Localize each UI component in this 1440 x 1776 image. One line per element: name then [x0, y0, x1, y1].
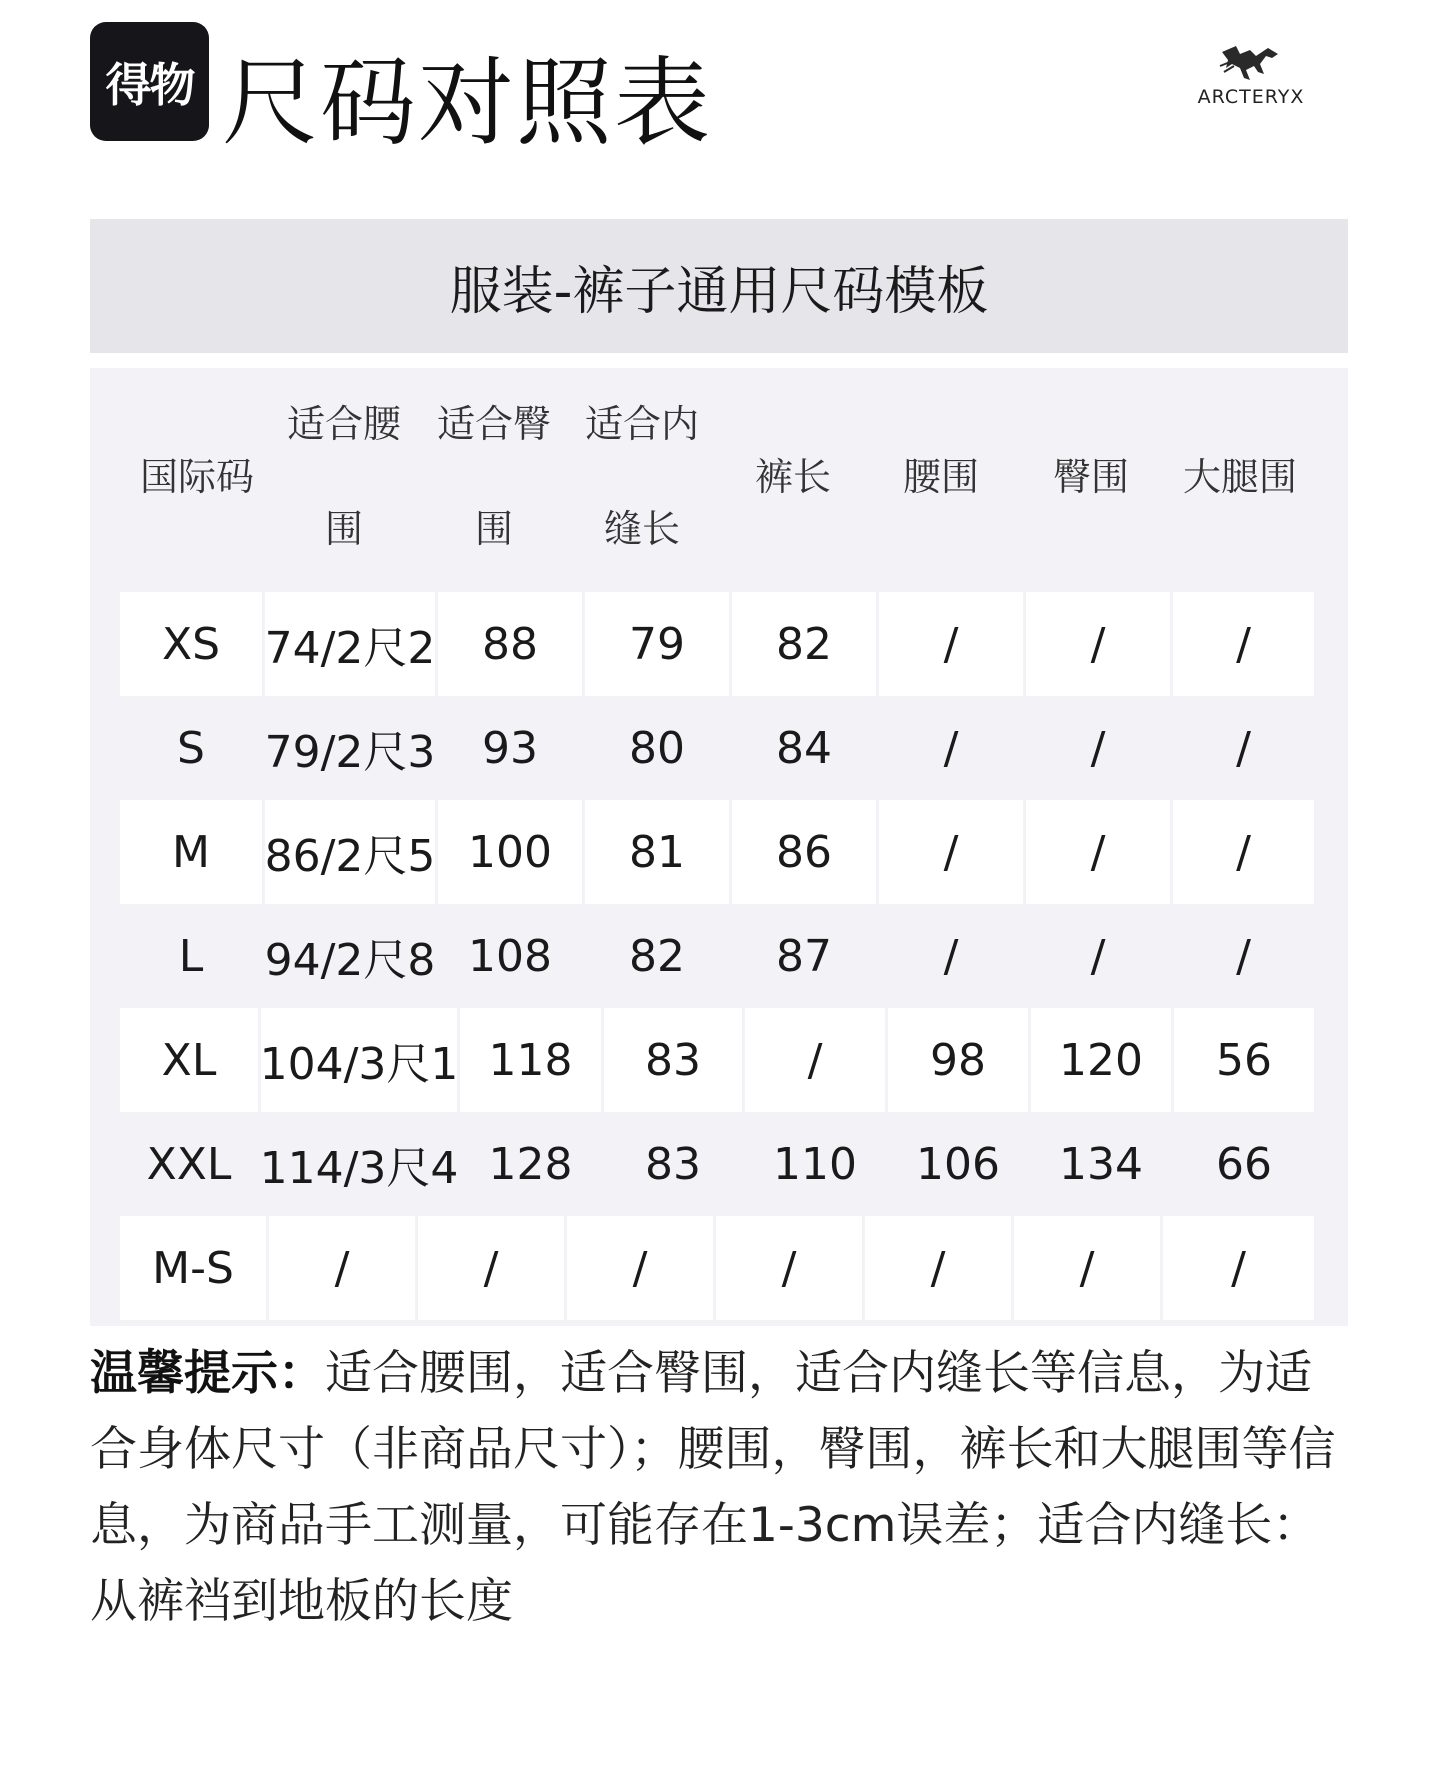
dewu-logo: [90, 22, 209, 141]
table-cell: /: [1173, 904, 1314, 1008]
table-cell: /: [1173, 800, 1314, 904]
table-cell: 82: [585, 904, 729, 1008]
table-row: [120, 1008, 1314, 1112]
table-cell: 88: [438, 592, 582, 696]
header-intl-size: [120, 451, 274, 503]
table-cell: 86: [732, 800, 876, 904]
table-cell: 128: [460, 1112, 601, 1216]
table-cell: /: [879, 696, 1023, 800]
header-label: 腰围: [902, 455, 979, 499]
table-cell: 108: [438, 904, 582, 1008]
header-fit-waist: [270, 398, 418, 555]
table-cell: 93: [438, 696, 582, 800]
table-cell: /: [1026, 904, 1170, 1008]
banner-title: 服装-裤子通用尺码模板: [449, 261, 989, 322]
table-cell: 114/3尺4: [261, 1112, 457, 1216]
table-cell: /: [269, 1216, 415, 1320]
header-label-line2: 围: [324, 507, 363, 551]
table-cell: /: [879, 800, 1023, 904]
table-cell: 79: [585, 592, 729, 696]
header-fit-inseam: [568, 398, 716, 555]
table-cell: 94/2尺8: [265, 904, 435, 1008]
table-cell: /: [1026, 696, 1170, 800]
header-waist: [868, 451, 1014, 503]
table-row: [120, 696, 1314, 800]
page-title: 尺码对照表: [222, 47, 712, 159]
archaeopteryx-icon: [1216, 42, 1286, 84]
header-fit-hip: [420, 398, 568, 555]
table-row: [120, 1216, 1314, 1320]
header-label: 国际码: [139, 455, 254, 499]
table-cell: 66: [1174, 1112, 1314, 1216]
header-label: 适合内: [584, 402, 699, 446]
table-cell: /: [1026, 592, 1170, 696]
table-cell: 82: [732, 592, 876, 696]
table-cell: S: [120, 696, 262, 800]
brand-logo: [1186, 42, 1316, 122]
table-cell: XXL: [120, 1112, 258, 1216]
table-cell: 83: [604, 1008, 742, 1112]
header-label: 臀围: [1052, 455, 1129, 499]
table-cell: /: [1026, 800, 1170, 904]
table-cell: /: [879, 904, 1023, 1008]
table-cell: /: [1163, 1216, 1314, 1320]
table-cell: /: [745, 1008, 885, 1112]
table-cell: XL: [120, 1008, 258, 1112]
table-cell: 84: [732, 696, 876, 800]
table-cell: 83: [604, 1112, 742, 1216]
table-row: [120, 1112, 1314, 1216]
header-label: 大腿围: [1182, 455, 1297, 499]
table-cell: /: [1014, 1216, 1160, 1320]
table-row: [120, 592, 1314, 696]
tips-note: [90, 1336, 1352, 1640]
table-cell: 80: [585, 696, 729, 800]
table-cell: 104/3尺1: [261, 1008, 457, 1112]
header-label: 裤长: [754, 455, 831, 499]
table-cell: 79/2尺3: [265, 696, 435, 800]
table-cell: 81: [585, 800, 729, 904]
tips-label: 温馨提示：: [90, 1346, 325, 1401]
table-cell: 118: [460, 1008, 601, 1112]
header-label: 适合臀: [436, 402, 551, 446]
brand-name: ARCTERYX: [1197, 86, 1305, 108]
table-cell: 100: [438, 800, 582, 904]
table-cell: L: [120, 904, 262, 1008]
header-thigh: [1162, 451, 1318, 503]
header-label: 适合腰: [286, 402, 401, 446]
table-cell: 106: [888, 1112, 1028, 1216]
table-cell: /: [716, 1216, 862, 1320]
table-cell: M: [120, 800, 262, 904]
table-row: [120, 904, 1314, 1008]
table-cell: /: [418, 1216, 564, 1320]
header-hip: [1018, 451, 1164, 503]
tips-text: 适合腰围，适合臀围，适合内缝长等信息，为适合身体尺寸（非商品尺寸）；腰围，臀围，裤长和大腿围等信息，为商品手工测量，可能存在1-3cm误差；适合内缝长：从裤裆到地板的长度: [90, 1346, 1336, 1629]
table-cell: /: [879, 592, 1023, 696]
table-cell: XS: [120, 592, 262, 696]
table-cell: 120: [1031, 1008, 1171, 1112]
table-banner: [90, 219, 1348, 353]
table-cell: /: [1173, 592, 1314, 696]
table-cell: 56: [1174, 1008, 1314, 1112]
table-row: [120, 800, 1314, 904]
table-cell: 98: [888, 1008, 1028, 1112]
table-cell: 87: [732, 904, 876, 1008]
table-cell: /: [865, 1216, 1011, 1320]
header-label-line2: 围: [474, 507, 513, 551]
table-cell: /: [567, 1216, 713, 1320]
table-cell: 110: [745, 1112, 885, 1216]
table-cell: /: [1173, 696, 1314, 800]
table-cell: M-S: [120, 1216, 266, 1320]
table-cell: 86/2尺5: [265, 800, 435, 904]
header-label-line2: 缝长: [603, 507, 680, 551]
logo-text: 得物: [105, 57, 194, 112]
table-cell: 74/2尺2: [265, 592, 435, 696]
table-cell: 134: [1031, 1112, 1171, 1216]
header-pants-length: [720, 451, 866, 503]
